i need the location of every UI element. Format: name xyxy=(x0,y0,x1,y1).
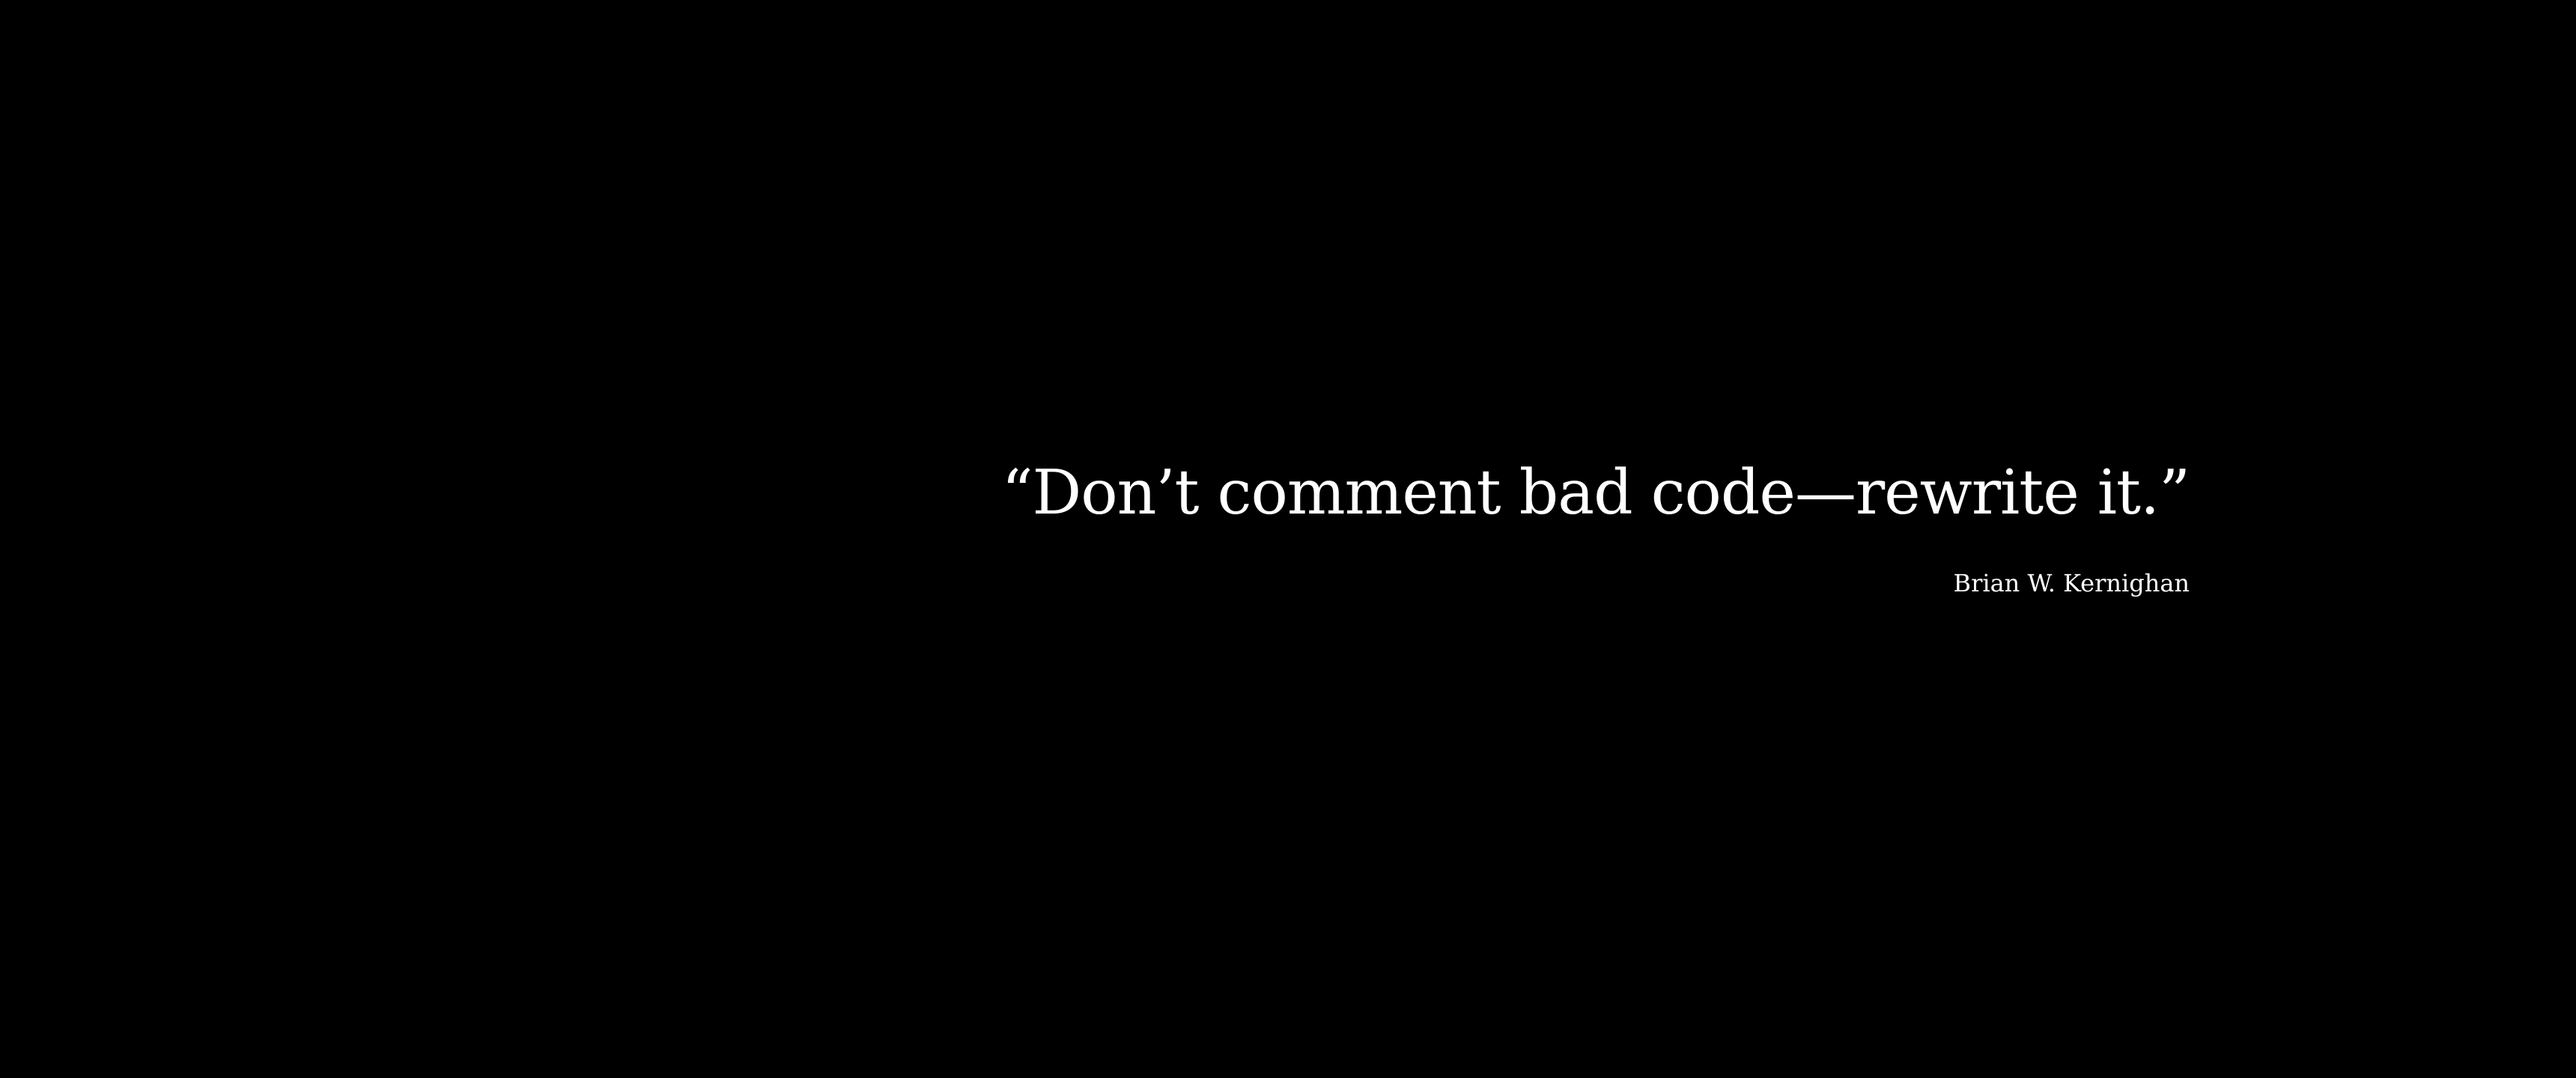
quote-author: Brian W. Kernighan xyxy=(1953,569,2190,598)
quote-block xyxy=(1002,457,2190,598)
quote-text: “Don’t comment bad code—rewrite it.” xyxy=(1001,457,2190,529)
